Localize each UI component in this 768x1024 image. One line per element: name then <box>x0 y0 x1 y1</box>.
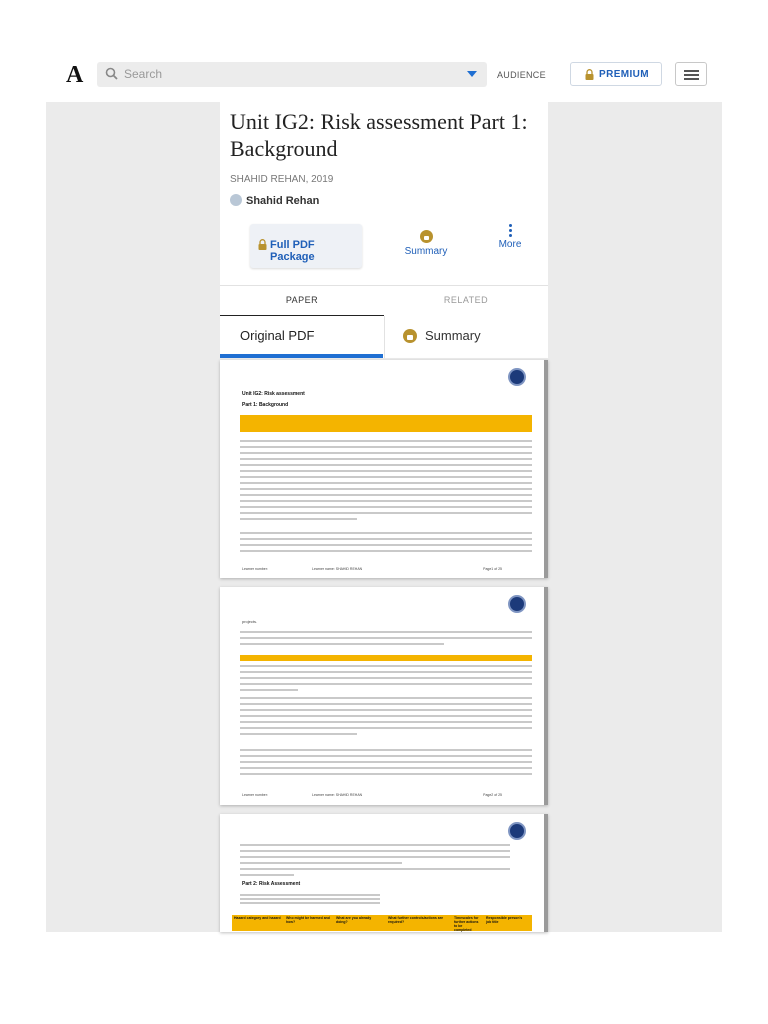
pdf-page-1[interactable] <box>220 360 548 578</box>
tab-related[interactable]: RELATED <box>443 295 489 305</box>
view-tabs <box>220 316 548 358</box>
table-header-cell: Timescales for further actions to be completed <box>454 916 479 932</box>
paragraph-block <box>240 894 380 906</box>
paragraph-block <box>240 697 532 739</box>
table-header-cell: Responsible person's job title <box>486 916 523 924</box>
search-icon <box>105 67 118 85</box>
page-scrollbar <box>544 587 548 805</box>
hamburger-menu-button[interactable] <box>675 62 707 86</box>
more-vertical-icon <box>509 224 512 237</box>
paragraph-block <box>240 631 532 649</box>
page-heading: Part 2: Risk Assessment <box>242 881 301 887</box>
lock-icon <box>585 69 594 83</box>
search-input[interactable]: Search <box>124 67 163 81</box>
pdf-page-3[interactable] <box>220 814 548 932</box>
summary-label: Summary <box>404 246 448 257</box>
tab-summary-label: Summary <box>425 328 481 343</box>
footer-left: Learner number: <box>242 567 268 571</box>
page-heading: Unit IG2: Risk assessment <box>242 391 305 397</box>
page-first-line <box>242 619 522 624</box>
top-bar <box>46 44 722 103</box>
tab-original-pdf[interactable] <box>220 316 383 358</box>
paragraph-block <box>240 532 532 556</box>
premium-label: PREMIUM <box>599 69 650 80</box>
page-scrollbar <box>544 814 548 932</box>
highlighted-instructions <box>240 655 532 661</box>
institution-seal-icon <box>508 822 526 840</box>
page-footer <box>242 793 522 797</box>
lock-icon <box>258 239 267 253</box>
highlighted-instructions <box>240 415 532 432</box>
footer-mid: Learner name: SHAHID REHAN <box>312 567 363 571</box>
footer-mid: Learner name: SHAHID REHAN <box>312 793 363 797</box>
footer-left: Learner number: <box>242 793 268 797</box>
search-bar[interactable] <box>97 62 487 87</box>
paper-tabs <box>220 285 548 317</box>
paragraph-block <box>240 749 532 779</box>
author-link[interactable] <box>230 194 319 207</box>
table-header-cell: Hazard category and hazard <box>234 916 281 920</box>
table-header-row <box>232 915 532 931</box>
table-header-cell: What are you already doing? <box>336 916 372 924</box>
institution-seal-icon <box>508 595 526 613</box>
full-pdf-package-button[interactable] <box>250 224 362 268</box>
paragraph-block <box>240 844 510 868</box>
author-name: Shahid Rehan <box>246 195 320 207</box>
paragraph-block <box>240 868 510 880</box>
footer-right: Page2 of 25 <box>483 793 502 797</box>
paragraph-block <box>240 440 532 524</box>
table-header-cell: Who might be harmed and how? <box>286 916 330 924</box>
institution-seal-icon <box>508 368 526 386</box>
first-word: projects. <box>242 619 258 624</box>
tab-original-pdf-label: Original PDF <box>240 328 315 343</box>
tab-summary[interactable] <box>384 316 548 358</box>
document-meta: SHAHID REHAN, 2019 <box>230 174 334 185</box>
chevron-down-icon[interactable] <box>467 71 477 77</box>
full-pdf-label: Full PDF Package <box>270 239 315 263</box>
page-footer <box>242 567 522 571</box>
lock-icon <box>420 230 433 243</box>
document-title: Unit IG2: Risk assessment Part 1: Background <box>230 109 528 161</box>
pdf-page-2[interactable] <box>220 587 548 805</box>
more-button[interactable] <box>490 224 530 250</box>
page-subheading: Part 1: Background <box>242 402 289 408</box>
table-header-cell: What further controls/actions are required? <box>388 916 444 924</box>
audience-link[interactable]: AUDIENCE <box>497 70 546 80</box>
summary-button[interactable] <box>396 230 456 257</box>
page-scrollbar <box>544 360 548 578</box>
academia-logo[interactable]: A <box>66 62 84 88</box>
avatar <box>230 194 242 206</box>
paragraph-block <box>240 665 532 695</box>
tab-paper[interactable]: PAPER <box>285 295 319 305</box>
premium-button[interactable] <box>570 62 662 86</box>
footer-right: Page1 of 25 <box>483 567 502 571</box>
lock-icon <box>403 329 417 343</box>
more-label: More <box>498 239 522 250</box>
